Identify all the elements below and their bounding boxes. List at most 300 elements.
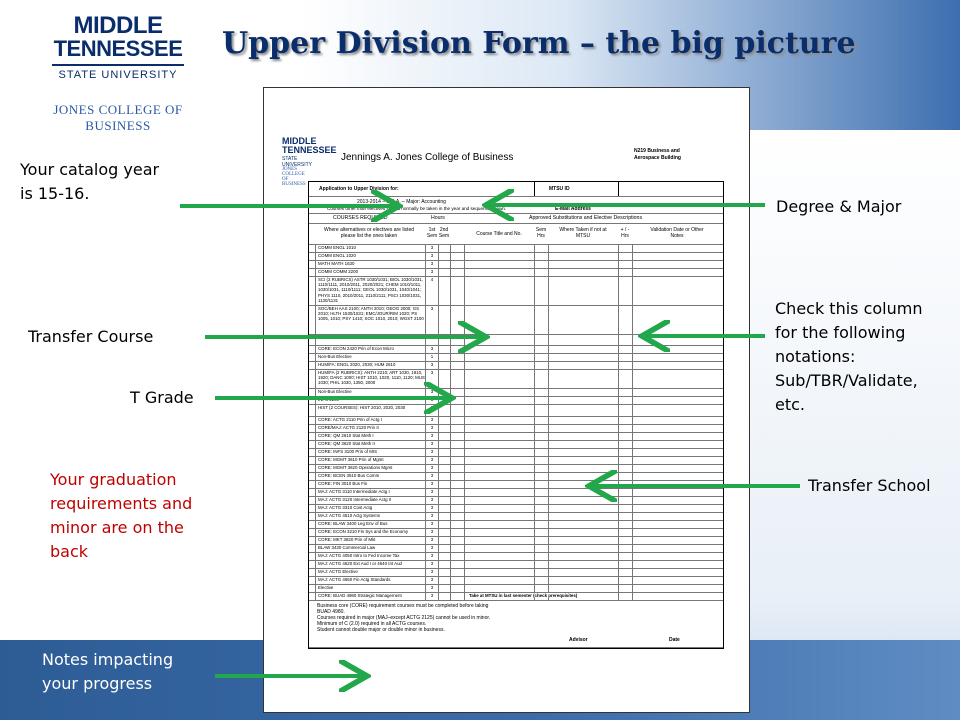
course-cell	[534, 481, 549, 488]
course-cell	[309, 269, 316, 276]
course-cell	[450, 545, 465, 552]
course-cell	[450, 569, 465, 576]
course-cell	[618, 585, 633, 592]
course-name: CORE: ECON 3210 Fin Sys and the Economy	[316, 529, 426, 536]
course-cell	[534, 497, 549, 504]
slide-title: Upper Division Form – the big picture	[222, 26, 856, 61]
course-row	[309, 473, 723, 481]
course-cell	[309, 489, 316, 496]
course-cell	[534, 354, 549, 361]
course-cell	[464, 449, 535, 456]
course-name: MAJ: ACTG 4510 Actg Systems	[316, 513, 426, 520]
course-cell	[464, 553, 535, 560]
course-hours: 3	[426, 306, 439, 334]
course-hours: 1	[426, 354, 439, 361]
upper-division-form	[263, 87, 750, 713]
course-cell	[548, 277, 619, 305]
degree-major-label: Degree & Major	[776, 197, 902, 216]
course-cell	[534, 441, 549, 448]
course-cell	[464, 370, 535, 388]
course-cell	[450, 441, 465, 448]
course-cell	[464, 261, 535, 268]
course-name: MATH MATH 1630	[316, 261, 426, 268]
course-cell	[618, 425, 633, 432]
course-cell	[464, 497, 535, 504]
course-cell	[548, 505, 619, 512]
course-cell	[464, 306, 535, 334]
course-cell	[618, 362, 633, 369]
course-cell	[450, 585, 465, 592]
course-cell	[450, 513, 465, 520]
course-cell	[309, 473, 316, 480]
course-cell	[534, 335, 549, 345]
course-hours: 3	[426, 457, 439, 464]
course-hours: 3	[426, 405, 439, 416]
course-row	[309, 481, 723, 489]
course-cell	[309, 253, 316, 260]
course-name: CORE: BCEN 3510 Bus Comm	[316, 473, 426, 480]
course-cell	[548, 561, 619, 568]
course-cell	[450, 561, 465, 568]
course-cell	[548, 521, 619, 528]
course-cell	[534, 521, 549, 528]
course-cell	[548, 370, 619, 388]
course-cell	[548, 465, 619, 472]
course-cell	[618, 561, 633, 568]
course-cell	[450, 521, 465, 528]
course-hours: 3	[426, 481, 439, 488]
transfer-school-label: Transfer School	[808, 476, 931, 495]
course-cell	[548, 425, 619, 432]
course-cell	[464, 277, 535, 305]
course-cell	[548, 481, 619, 488]
course-cell	[548, 441, 619, 448]
course-row	[309, 577, 723, 585]
course-cell	[534, 561, 549, 568]
course-cell	[618, 405, 633, 416]
course-cell	[450, 449, 465, 456]
course-hours: 4	[426, 277, 439, 305]
course-name: MAJ: ACTG 4650 Fin Actg Standards	[316, 577, 426, 584]
course-cell	[548, 577, 619, 584]
course-name: HIST (2 COURSES): HIST 2010, 2020, 2030	[316, 405, 426, 416]
validation-header: Validation Date or Other Notes	[650, 227, 704, 239]
course-row	[309, 449, 723, 457]
course-cell	[309, 449, 316, 456]
course-name: COMM ENGL 1020	[316, 253, 426, 260]
course-row	[309, 245, 723, 253]
course-cell	[534, 577, 549, 584]
course-cell	[309, 529, 316, 536]
course-hours: 3	[426, 465, 439, 472]
course-cell	[618, 417, 633, 424]
course-cell	[450, 457, 465, 464]
course-cell	[548, 537, 619, 544]
course-cell	[450, 433, 465, 440]
course-cell	[548, 245, 619, 252]
course-cell	[464, 253, 535, 260]
course-cell	[309, 397, 316, 404]
course-cell	[309, 417, 316, 424]
course-cell	[534, 569, 549, 576]
course-hours: 3	[426, 441, 439, 448]
course-cell	[450, 245, 465, 252]
course-name: CORE: QM 3620 Stat Meth II	[316, 441, 426, 448]
course-row	[309, 553, 723, 561]
course-cell	[534, 457, 549, 464]
form-building-line-1: N219 Business and	[634, 148, 680, 154]
course-cell	[309, 441, 316, 448]
course-row	[309, 306, 723, 335]
course-cell	[618, 245, 633, 252]
course-cell	[450, 335, 465, 345]
course-cell	[464, 417, 535, 424]
course-row	[309, 261, 723, 269]
course-cell	[464, 505, 535, 512]
course-cell	[534, 585, 549, 592]
course-cell	[464, 354, 535, 361]
t-grade-label: T Grade	[130, 388, 194, 407]
approved-header: Approved Substitutions and Elective Descriptions	[529, 215, 643, 221]
course-cell	[309, 505, 316, 512]
course-cell	[618, 529, 633, 536]
course-hours: 3	[426, 269, 439, 276]
form-header-row-2	[309, 224, 723, 245]
course-name: CORE: ACTG 2110 Prin of Actg I	[316, 417, 426, 424]
advisor-label: Advisor	[569, 637, 588, 643]
course-cell	[548, 261, 619, 268]
course-cell	[464, 405, 535, 416]
course-cell	[618, 346, 633, 353]
course-cell	[534, 465, 549, 472]
course-hours: 3	[426, 593, 439, 600]
course-title-header: Course Title and No.	[476, 231, 522, 237]
course-cell	[618, 577, 633, 584]
course-name: Non-Bus Elective	[316, 389, 426, 396]
course-cell	[548, 569, 619, 576]
course-cell	[548, 269, 619, 276]
course-cell	[309, 561, 316, 568]
course-hours: 3	[426, 261, 439, 268]
course-name: COMM COMM 2200	[316, 269, 426, 276]
course-cell	[618, 449, 633, 456]
course-hours: 3	[426, 389, 439, 396]
course-cell	[618, 537, 633, 544]
course-cell	[548, 335, 619, 345]
course-cell	[534, 417, 549, 424]
course-cell	[309, 261, 316, 268]
course-cell	[618, 553, 633, 560]
course-cell	[450, 370, 465, 388]
course-cell	[534, 370, 549, 388]
course-cell	[618, 513, 633, 520]
course-hours: 3	[426, 473, 439, 480]
course-cell	[464, 481, 535, 488]
form-logo-line-2: TENNESSEE	[282, 145, 337, 155]
course-cell	[618, 253, 633, 260]
course-cell	[534, 425, 549, 432]
course-cell	[548, 405, 619, 416]
course-cell	[618, 370, 633, 388]
course-cell	[534, 489, 549, 496]
course-cell	[309, 389, 316, 396]
course-cell	[534, 513, 549, 520]
course-cell	[618, 489, 633, 496]
course-cell	[309, 537, 316, 544]
mtsu-last-semester-note: Take at MTSU in last semester (check prerequisites)	[469, 593, 578, 598]
form-header-row-1	[309, 214, 723, 224]
alternatives-header: Where alternatives or electives are listed please list the ones taken	[323, 227, 415, 239]
course-cell	[534, 505, 549, 512]
course-cell	[464, 441, 535, 448]
course-hours: 3	[426, 505, 439, 512]
course-cell	[309, 405, 316, 416]
course-cell	[618, 269, 633, 276]
course-cell	[450, 473, 465, 480]
course-cell	[464, 433, 535, 440]
course-cell	[464, 537, 535, 544]
course-cell	[450, 362, 465, 369]
second-sem-header: 2nd Sem	[438, 227, 450, 239]
course-cell	[450, 354, 465, 361]
course-cell	[534, 449, 549, 456]
course-hours: 3	[426, 553, 439, 560]
course-cell	[450, 529, 465, 536]
course-cell	[309, 481, 316, 488]
course-cell	[309, 521, 316, 528]
course-cell	[618, 277, 633, 305]
course-row	[309, 537, 723, 545]
form-building	[634, 148, 714, 162]
course-cell	[309, 457, 316, 464]
course-cell	[309, 569, 316, 576]
mtsu-id-label: MTSU ID	[549, 186, 570, 192]
logo-line-4: JONES COLLEGE OF BUSINESS	[53, 102, 183, 133]
course-row	[309, 405, 723, 417]
course-name: INFS 2200	[316, 397, 426, 404]
course-cell	[464, 465, 535, 472]
date-label: Date	[669, 637, 680, 643]
course-cell	[618, 261, 633, 268]
course-cell	[534, 405, 549, 416]
course-cell	[464, 346, 535, 353]
course-name: CORE: QM 2610 Stat Meth I	[316, 433, 426, 440]
course-row	[309, 529, 723, 537]
course-cell	[309, 577, 316, 584]
footer-notes: Business core (CORE) requirement courses must be completed before taking BUAD 4980. Courses required in major (MAJ–except ACTG 2125) cannot be used in minor. Minimum of C (2.0) required in all ACTG courses. Student cannot double major or double minor in business.	[317, 603, 491, 633]
courses-required-header: COURSES REQUIRED	[333, 215, 388, 221]
course-cell	[534, 397, 549, 404]
course-row	[309, 425, 723, 433]
course-cell	[534, 545, 549, 552]
course-cell	[450, 425, 465, 432]
form-logo-line-1: MIDDLE	[282, 136, 317, 146]
course-row	[309, 335, 723, 346]
course-cell	[309, 245, 316, 252]
form-college-name: Jennings A. Jones College of Business	[341, 152, 514, 163]
course-hours: 3	[426, 513, 439, 520]
course-cell	[464, 569, 535, 576]
course-name: CORE/MAJ: ACTG 2120 Prin II	[316, 425, 426, 432]
course-name: MAJ: ACTG 3310 Cost Actg	[316, 505, 426, 512]
course-cell	[309, 277, 316, 305]
course-hours: 3	[426, 417, 439, 424]
logo-rule	[52, 64, 184, 66]
course-row	[309, 593, 723, 601]
form-degree-row	[309, 197, 723, 214]
course-row	[309, 545, 723, 553]
course-hours: 3	[426, 585, 439, 592]
course-cell	[618, 505, 633, 512]
course-cell	[450, 277, 465, 305]
course-cell	[464, 389, 535, 396]
course-cell	[309, 425, 316, 432]
course-row	[309, 346, 723, 354]
first-sem-header: 1st Sem	[426, 227, 438, 239]
course-row	[309, 569, 723, 577]
course-row	[309, 465, 723, 473]
course-cell	[464, 561, 535, 568]
course-cell	[464, 585, 535, 592]
course-cell	[618, 481, 633, 488]
course-cell	[618, 354, 633, 361]
course-cell	[618, 306, 633, 334]
course-cell	[309, 354, 316, 361]
course-cell	[450, 389, 465, 396]
form-footer	[309, 601, 723, 648]
course-hours: 3	[426, 497, 439, 504]
course-cell	[309, 433, 316, 440]
course-cell	[548, 389, 619, 396]
degree-note: Courses other than electives should normally be taken in the year and sequence shown.	[327, 206, 507, 211]
course-cell	[548, 497, 619, 504]
course-cell	[548, 253, 619, 260]
logo-line-3: STATE UNIVERSITY	[58, 69, 178, 81]
course-cell	[548, 585, 619, 592]
course-name: BLAW 3430 Commercial Law	[316, 545, 426, 552]
sem-hrs-header: Sem Hrs	[535, 227, 547, 239]
course-cell	[309, 553, 316, 560]
course-cell	[450, 405, 465, 416]
course-cell	[450, 505, 465, 512]
graduation-requirements-label: Your graduation requirements and minor are on the back	[50, 470, 193, 561]
course-row	[309, 441, 723, 449]
course-cell	[548, 553, 619, 560]
course-cell	[534, 529, 549, 536]
course-cell	[548, 545, 619, 552]
course-cell	[450, 537, 465, 544]
course-hours: 3	[426, 433, 439, 440]
course-cell	[548, 346, 619, 353]
course-cell	[534, 553, 549, 560]
course-cell	[450, 481, 465, 488]
course-cell	[464, 513, 535, 520]
course-name: SOC/BEH/CORE: ECON 2410 Prin of Econ Macro	[316, 335, 426, 345]
course-name: CORE: FIN 3010 Bus Fin	[316, 481, 426, 488]
course-hours: 3	[426, 577, 439, 584]
course-name: CORE: BUAD 4980 Strategic Management	[316, 593, 426, 600]
course-cell	[534, 269, 549, 276]
course-cell	[450, 346, 465, 353]
course-hours: 3	[426, 561, 439, 568]
course-name: Non-Bus Elective	[316, 354, 426, 361]
course-cell	[464, 473, 535, 480]
course-cell	[534, 306, 549, 334]
course-name: MAJ: ACTG 4620 Ext Aud I or 4640 Int Aud	[316, 561, 426, 568]
course-hours: 3	[426, 245, 439, 252]
course-cell	[450, 269, 465, 276]
course-row	[309, 269, 723, 277]
course-name: HUM/FA (2 RUBRICS): ANTH 2210; ART 1030, 1910, 1920; DANC 1000; HIST 1010, 1020, 1110, 1120; MUS 1030; PHIL 1030, 1350, 2000	[316, 370, 426, 388]
course-cell	[618, 457, 633, 464]
course-row	[309, 397, 723, 405]
degree-line: 2013-2014 – B.B.A. – Major: Accounting	[357, 199, 446, 205]
course-cell	[450, 497, 465, 504]
course-cell	[464, 397, 535, 404]
course-cell	[548, 433, 619, 440]
plus-minus-header: + / - Hrs	[620, 227, 630, 239]
course-hours: 3	[426, 521, 439, 528]
course-cell	[309, 497, 316, 504]
course-cell	[534, 245, 549, 252]
course-row	[309, 585, 723, 593]
course-hours: 3	[426, 253, 439, 260]
course-row	[309, 389, 723, 397]
course-cell	[450, 261, 465, 268]
course-cell	[534, 473, 549, 480]
form-logo-line-4: JONES COLLEGE OF BUSINESS	[282, 167, 306, 187]
course-cell	[548, 397, 619, 404]
course-row	[309, 277, 723, 306]
course-cell	[618, 473, 633, 480]
form-logo-line-3: STATE UNIVERSITY	[282, 156, 313, 168]
course-row	[309, 362, 723, 370]
hours-header: Hours	[431, 215, 445, 221]
course-cell	[464, 545, 535, 552]
course-cell	[450, 397, 465, 404]
course-cell	[548, 449, 619, 456]
course-name: SOC/BEH AAS 2100; ANTH 2010; GEOG 2000; GS 2010; HLTH 1530/1531; EMC/JOUR/RIM 1020; PS 1005, 1010; PSY 1410; SOC 1010, 2010; WGST 2100	[316, 306, 426, 334]
course-name: COMM ENGL 1010	[316, 245, 426, 252]
course-cell	[464, 335, 535, 345]
course-cell	[450, 417, 465, 424]
course-name: CORE: MKT 3820 Prin of Mkt	[316, 537, 426, 544]
course-row	[309, 497, 723, 505]
course-cell	[464, 425, 535, 432]
course-cell	[618, 569, 633, 576]
course-hours: 3	[426, 346, 439, 353]
course-name: CORE: ECON 2420 Prin of Econ Micro	[316, 346, 426, 353]
course-cell	[618, 465, 633, 472]
course-cell	[534, 253, 549, 260]
course-row	[309, 433, 723, 441]
notes-label: Notes impacting your progress	[42, 650, 174, 693]
check-column-label: Check this column for the following notations: Sub/TBR/Validate, etc.	[775, 299, 923, 414]
course-cell	[548, 529, 619, 536]
course-name: HUM/FA: ENGL 2020, 2030; HUM 2610	[316, 362, 426, 369]
course-rows	[309, 245, 723, 601]
course-cell	[450, 577, 465, 584]
logo-line-2: TENNESSEE	[53, 36, 183, 61]
form-application-row	[309, 182, 723, 197]
course-row	[309, 505, 723, 513]
course-hours: 3	[426, 545, 439, 552]
course-name: CORE: MGMT 3620 Operations Mgmt	[316, 465, 426, 472]
course-row	[309, 354, 723, 362]
course-cell	[464, 489, 535, 496]
course-row	[309, 417, 723, 425]
course-row	[309, 489, 723, 497]
